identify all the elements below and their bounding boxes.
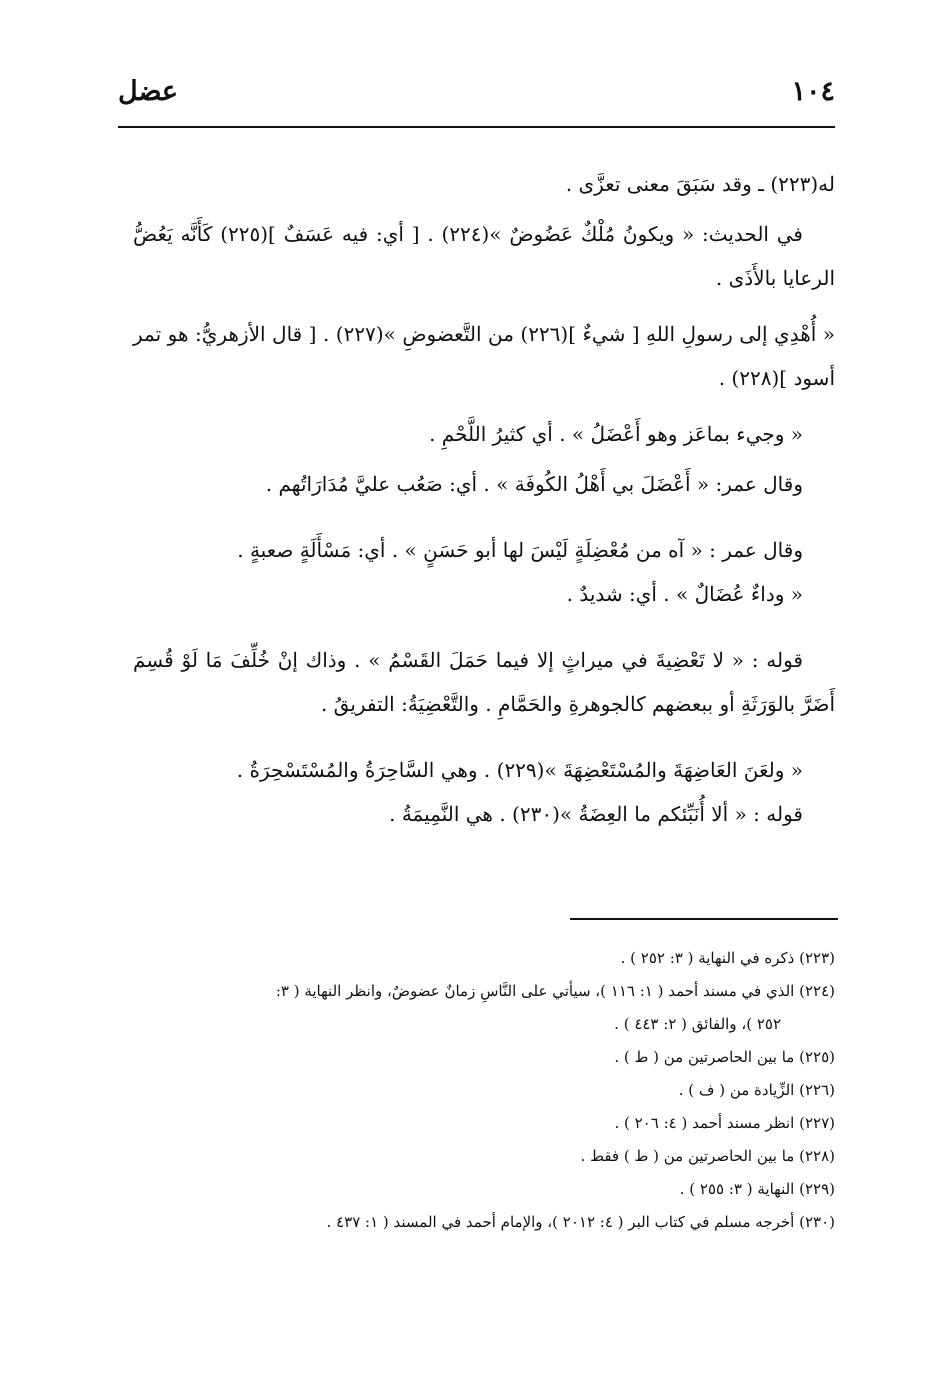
paragraph-2: في الحديث: « ويكونُ مُلْكٌ عَضُوضٌ »(٢٢٤) . [ أي: فيه عَسَفٌ ](٢٢٥) كَأَنَّه يَعُضُّ الرعايا بالأَذَى .: [133, 222, 835, 290]
footnote-224: [133, 975, 835, 1041]
paragraph-6: وقال عمر : « آه من مُعْضِلَةٍ لَيْسَ لها أبو حَسَنٍ » . أي: مَسْأَلَةٍ صعبةٍ .: [237, 538, 803, 562]
page-number: ١٠٤: [791, 76, 835, 107]
footnote-rule: [570, 918, 838, 920]
footnote-227: (٢٢٧) انظر مسند أحمد ( ٤: ٢٠٦ ) .: [614, 1114, 835, 1132]
footnote-228: (٢٢٨) ما بين الحاصرتين من ( ط ) فقط .: [580, 1147, 835, 1165]
paragraph-1: له(٢٢٣) ـ وقد سَبَقَ معنى تعزَّى .: [565, 172, 835, 196]
footnote-229: (٢٢٩) النهاية ( ٣: ٢٥٥ ) .: [679, 1180, 835, 1198]
footnote-230: (٢٣٠) أخرجه مسلم في كتاب البر ( ٤: ٢٠١٢ )، والإمام أحمد في المسند ( ١: ٤٣٧ .: [326, 1213, 835, 1231]
body-text: [133, 162, 835, 836]
footnote-226: (٢٢٦) الزِّيادة من ( ف ) .: [678, 1081, 835, 1099]
paragraph-10: قوله : « ألا أُنَبِّئكم ما العِضَةُ »(٢٣٠) . هي النَّمِيمَةُ .: [389, 802, 803, 826]
paragraph-9: « ولعَنَ العَاضِهَةَ والمُسْتَعْضِهَةَ »(٢٢٩) . وهي السَّاحِرَةُ والمُسْتَسْحِرَةُ .: [236, 758, 803, 782]
footnote-223: (٢٢٣) ذكره في النهاية ( ٣: ٢٥٢ ) .: [620, 949, 835, 967]
paragraph-8: قوله : « لا تَعْضِيةَ في ميراثٍ إلا فيما حَمَلَ القَسْمُ » . وذاك إنْ خُلِّفَ مَا لَوْ قُسِمَ أَضَرَّ بالوَرَثَةِ أو ببعضهم كالجوهرةِ والحَمَّامِ . والتَّعْضِيَةُ: التفريقُ .: [133, 648, 835, 716]
footnotes: [133, 942, 835, 1239]
footnote-224-line-1: (٢٢٤) الذي في مسند أحمد ( ١: ١١٦ )، سيأتي على النَّاسِ زمانٌ عضوضٌ، وانظر النهاية ( ٣:: [275, 982, 835, 1000]
running-head: عضل: [118, 76, 178, 107]
footnote-224-line-2: ٢٥٢ )، والفائق ( ٢: ٤٤٣ ) .: [614, 1015, 781, 1033]
paragraph-5: وقال عمر: « أَعْضَلَ بي أَهْلُ الكُوفَة » . أي: صَعُب عليَّ مُدَارَاتُهم .: [265, 472, 803, 496]
paragraph-3: « أُهْدِي إلى رسولِ اللهِ [ شيءٌ ](٢٢٦) من التَّعضوضِ »(٢٢٧) . [ قال الأزهريُّ: هو تمر أسود ](٢٢٨) .: [133, 322, 836, 390]
paragraph-4: « وجيء بماعَز وهو أَعْضَلُ » . أي كثيرُ اللَّحْمِ .: [429, 422, 803, 446]
header-rule: [118, 126, 835, 128]
paragraph-7: « وداءٌ عُضَالٌ » . أي: شديدٌ .: [566, 582, 803, 606]
footnote-225: (٢٢٥) ما بين الحاصرتين من ( ط ) .: [614, 1048, 835, 1066]
page-header: [118, 72, 835, 112]
